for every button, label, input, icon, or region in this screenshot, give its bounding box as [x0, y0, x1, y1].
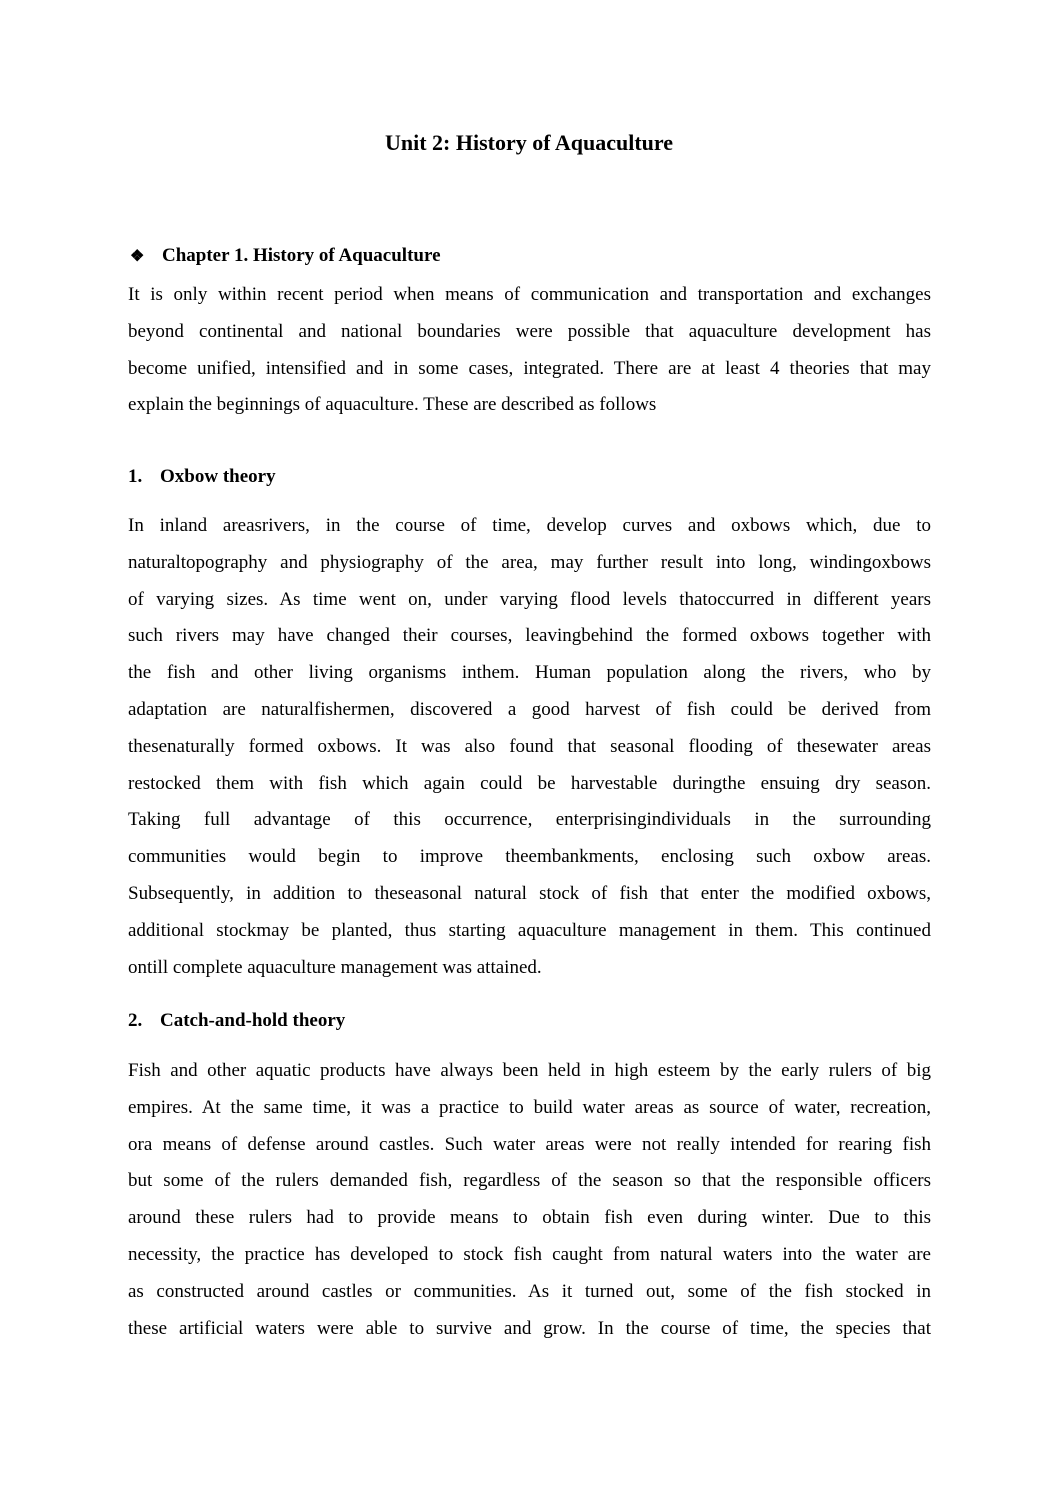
- section-heading-catch-and-hold-theory: [128, 1008, 345, 1034]
- paragraph-line: explain the beginnings of aquaculture. These are described as follows: [128, 394, 657, 416]
- paragraph-line: In inland areasrivers, in the course of time, develop curves and oxbows which, due to: [128, 515, 931, 536]
- section-number: 2.: [128, 1010, 143, 1031]
- section-title: Catch-and-hold theory: [160, 1010, 346, 1031]
- paragraph-line: thesenaturally formed oxbows. It was also found that seasonal flooding of thesewater areas: [128, 735, 931, 757]
- paragraph-line: of varying sizes. As time went on, under varying flood levels thatoccurred in different years: [128, 588, 931, 610]
- chapter-intro-paragraph: [128, 277, 931, 424]
- paragraph-line: beyond continental and national boundaries were possible that aquaculture development has: [128, 320, 931, 342]
- paragraph-line: the fish and other living organisms inthem. Human population along the rivers, who by: [128, 662, 931, 684]
- paragraph-line: empires. At the same time, it was a practice to build water areas as source of water, recreation,: [128, 1096, 931, 1118]
- paragraph-line: such rivers may have changed their courses, leavingbehind the formed oxbows together with: [128, 625, 931, 647]
- oxbow-theory-paragraph: [128, 508, 931, 986]
- paragraph-line: Fish and other aquatic products have always been held in high esteem by the early rulers of big: [128, 1060, 931, 1081]
- paragraph-line: ontill complete aquaculture management was attained.: [128, 956, 542, 978]
- paragraph-line: adaptation are naturalfishermen, discovered a good harvest of fish could be derived from: [128, 698, 931, 720]
- page-title: Unit 2: History of Aquaculture: [384, 130, 674, 155]
- paragraph-line: It is only within recent period when means of communication and transportation and exchanges: [128, 284, 931, 305]
- paragraph-line: Taking full advantage of this occurrence, enterprisingindividuals in the surrounding: [128, 809, 931, 831]
- chapter-heading: [128, 243, 441, 270]
- paragraph-line: necessity, the practice has developed to stock fish caught from natural waters into the water are: [128, 1243, 931, 1265]
- paragraph-line: become unified, intensified and in some cases, integrated. There are at least 4 theories that may: [128, 357, 931, 379]
- paragraph-line: these artificial waters were able to survive and grow. In the course of time, the species that: [128, 1317, 931, 1339]
- section-heading-oxbow-theory: [128, 464, 276, 490]
- paragraph-line: communities would begin to improve theembankments, enclosing such oxbow areas.: [128, 846, 931, 868]
- paragraph-line: Subsequently, in addition to theseasonal natural stock of fish that enter the modified oxbows,: [128, 882, 931, 904]
- paragraph-line: additional stockmay be planted, thus starting aquaculture management in them. This continued: [128, 919, 931, 941]
- chapter-heading-text: Chapter 1. History of Aquaculture: [162, 245, 441, 266]
- paragraph-line: around these rulers had to provide means to obtain fish even during winter. Due to this: [128, 1207, 931, 1229]
- diamond-bullet-icon: ❖: [130, 248, 145, 265]
- paragraph-line: ora means of defense around castles. Such water areas were not really intended for rearing fish: [128, 1133, 931, 1155]
- paragraph-line: but some of the rulers demanded fish, regardless of the season so that the responsible officers: [128, 1170, 931, 1192]
- paragraph-line: naturaltopography and physiography of the area, may further result into long, windingoxbows: [128, 551, 931, 573]
- paragraph-line: as constructed around castles or communities. As it turned out, some of the fish stocked in: [128, 1280, 931, 1302]
- section-number: 1.: [128, 466, 143, 487]
- catch-and-hold-theory-paragraph: [128, 1053, 931, 1347]
- section-title: Oxbow theory: [160, 466, 276, 487]
- paragraph-line: restocked them with fish which again could be harvestable duringthe ensuing dry season.: [128, 772, 931, 794]
